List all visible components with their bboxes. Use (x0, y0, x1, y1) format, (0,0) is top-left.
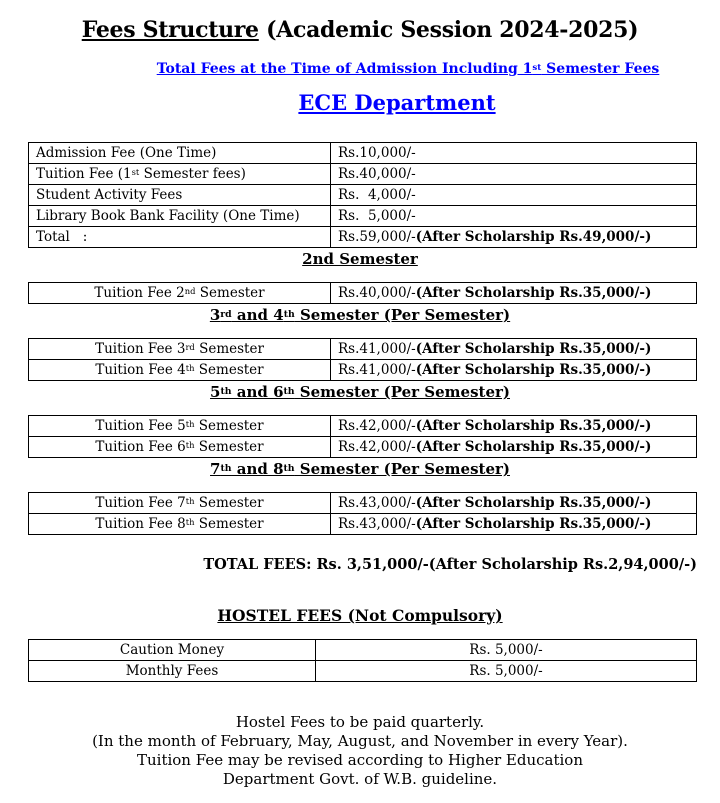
fee-value-text: Rs.42,000/- (338, 439, 416, 455)
heading-part: 7 (210, 460, 221, 478)
ordinal-superscript: th (185, 363, 195, 374)
table-row (29, 185, 697, 206)
section-heading-5th-6th-semester (0, 383, 720, 402)
table-row (29, 339, 697, 360)
fee-label-text: Tuition Fee 4 (95, 362, 186, 378)
fee-value-text: Rs. 5,000/- (338, 208, 416, 224)
fee-value-cell (331, 185, 697, 206)
table-row (29, 206, 697, 227)
fee-label-text-post: Semester (194, 418, 264, 434)
scholarship-note: (After Scholarship Rs.35,000/-) (415, 418, 652, 434)
footer-line: Department Govt. of W.B. guideline. (222, 770, 498, 788)
fee-value-cell (331, 164, 697, 185)
heading-part: Semester (Per Semester) (294, 306, 511, 324)
ordinal-superscript: th (220, 385, 232, 397)
fee-label-cell (29, 493, 331, 514)
fee-value-text: Rs.41,000/- (338, 362, 416, 378)
ordinal-superscript: rd (220, 308, 232, 320)
fee-label-cell (29, 360, 331, 381)
semester-7-8-fees-table (28, 492, 697, 535)
ordinal-superscript: rd (185, 342, 195, 353)
fee-label-text: Tuition Fee 8 (95, 516, 186, 532)
fee-label-text: Caution Money (119, 642, 225, 658)
ordinal-superscript: th (283, 308, 295, 320)
department-heading: ECE Department (298, 90, 496, 115)
fee-value-text: Rs.41,000/- (338, 341, 416, 357)
fee-label-cell (29, 283, 331, 304)
section-heading-text (210, 383, 510, 401)
fee-label-cell (29, 143, 331, 164)
subtitle-text: Total Fees at the Time of Admission Including 1 (156, 61, 533, 77)
fee-value-cell (331, 493, 697, 514)
table-row (29, 416, 697, 437)
section-heading-2nd-semester (0, 250, 720, 269)
fee-value-text: Rs.43,000/- (338, 495, 416, 511)
fee-label-cell (29, 640, 316, 661)
fee-label-text: Tuition Fee 2 (94, 285, 185, 301)
scholarship-note: (After Scholarship Rs.35,000/-) (415, 439, 652, 455)
ordinal-superscript: nd (184, 286, 196, 297)
heading-part: 2nd Semester (302, 250, 418, 268)
table-row (29, 283, 697, 304)
fee-label-cell (29, 164, 331, 185)
fee-label-cell (29, 339, 331, 360)
table-row (29, 493, 697, 514)
fee-value-cell (316, 661, 697, 682)
admission-fees-table (28, 142, 697, 248)
hostel-fees-heading (0, 606, 720, 625)
page-title-underlined: Fees Structure (81, 17, 259, 43)
fee-value-cell (331, 143, 697, 164)
fee-value-cell (331, 514, 697, 535)
total-fees-line: TOTAL FEES: Rs. 3,51,000/-(After Scholarship Rs.2,94,000/-) (203, 556, 697, 573)
fee-label-cell (29, 514, 331, 535)
fee-value-cell (331, 339, 697, 360)
table-row (29, 360, 697, 381)
semester-5-6-fees-table (28, 415, 697, 458)
page-title-rest: (Academic Session 2024-2025) (258, 17, 639, 43)
fee-label-text: Monthly Fees (125, 663, 219, 679)
subtitle-text-post: Semester Fees (541, 61, 660, 77)
ordinal-superscript: th (283, 462, 295, 474)
heading-part: and 8 (231, 460, 284, 478)
hostel-fees-heading-text: HOSTEL FEES (Not Compulsory) (217, 606, 503, 625)
ordinal-superscript: th (220, 462, 232, 474)
fee-value-cell (331, 227, 697, 248)
scholarship-note: (After Scholarship Rs.35,000/-) (415, 516, 652, 532)
table-row (29, 227, 697, 248)
fee-label-cell (29, 185, 331, 206)
fee-value-cell (331, 360, 697, 381)
fee-label-text-post: Semester (194, 341, 264, 357)
scholarship-note: (After Scholarship Rs.35,000/-) (415, 495, 652, 511)
fee-value-cell (331, 283, 697, 304)
fee-label-cell (29, 227, 331, 248)
fee-label-text-post: Semester fees) (139, 166, 246, 182)
scholarship-note: (After Scholarship Rs.49,000/-) (415, 229, 652, 245)
fee-label-text-post: Semester (195, 285, 265, 301)
ordinal-superscript: st (532, 62, 542, 73)
section-heading-text (302, 250, 418, 268)
fee-label-text-post: Semester (194, 495, 264, 511)
table-row (29, 514, 697, 535)
footer-note (0, 713, 720, 789)
fee-label-text-post: Semester (194, 439, 264, 455)
table-row (29, 437, 697, 458)
ordinal-superscript: th (185, 419, 195, 430)
scholarship-note: (After Scholarship Rs.35,000/-) (415, 341, 652, 357)
subtitle (0, 60, 720, 78)
section-heading-text (210, 306, 510, 324)
heading-part: Semester (Per Semester) (294, 460, 510, 478)
fee-label-cell (29, 206, 331, 227)
semester-2-fees-table (28, 282, 697, 304)
footer-line: Hostel Fees to be paid quarterly. (235, 713, 485, 731)
fee-value-text: Rs.59,000/- (338, 229, 416, 245)
fee-label-text: Admission Fee (One Time) (36, 145, 217, 161)
section-heading-7th-8th-semester (0, 460, 720, 479)
fee-value-text: Rs. 5,000/- (469, 663, 543, 679)
heading-part: 3 (209, 306, 221, 324)
fee-label-cell (29, 437, 331, 458)
fee-label-text: Tuition Fee 7 (95, 495, 186, 511)
fee-label-text: Total : (36, 229, 88, 245)
fee-label-text: Tuition Fee 5 (95, 418, 186, 434)
fee-value-text: Rs.40,000/- (338, 166, 416, 182)
ordinal-superscript: th (185, 517, 195, 528)
table-row (29, 661, 697, 682)
fee-label-text-post: Semester (194, 516, 264, 532)
fee-value-cell (331, 416, 697, 437)
fee-label-text-post: Semester (194, 362, 264, 378)
ordinal-superscript: th (283, 385, 295, 397)
fee-value-cell (316, 640, 697, 661)
fee-label-cell (29, 416, 331, 437)
table-row (29, 164, 697, 185)
footer-line: (In the month of February, May, August, and November in every Year). (92, 732, 628, 750)
footer-line: Tuition Fee may be revised according to Higher Education (136, 751, 583, 769)
ordinal-superscript: th (185, 496, 195, 507)
heading-part: and 4 (231, 306, 284, 324)
fee-label-text: Library Book Bank Facility (One Time) (36, 208, 300, 224)
fee-label-text: Student Activity Fees (36, 187, 183, 203)
fee-value-text: Rs.43,000/- (338, 516, 416, 532)
scholarship-note: (After Scholarship Rs.35,000/-) (415, 285, 652, 301)
fee-label-text: Tuition Fee 6 (95, 439, 186, 455)
fee-value-cell (331, 206, 697, 227)
heading-part: Semester (Per Semester) (294, 383, 510, 401)
hostel-fees-table (28, 639, 697, 682)
fee-value-text: Rs.40,000/- (338, 285, 416, 301)
semester-3-4-fees-table (28, 338, 697, 381)
table-row (29, 640, 697, 661)
scholarship-note: (After Scholarship Rs.35,000/-) (415, 362, 652, 378)
page-title (0, 15, 720, 45)
fee-label-cell (29, 661, 316, 682)
fee-value-cell (331, 437, 697, 458)
fee-value-text: Rs.42,000/- (338, 418, 416, 434)
section-heading-3rd-4th-semester (0, 306, 720, 325)
ordinal-superscript: st (131, 167, 140, 178)
ordinal-superscript: th (185, 440, 195, 451)
section-heading-text (210, 460, 510, 478)
fee-label-text: Tuition Fee (1 (36, 166, 132, 182)
heading-part: 5 (210, 383, 221, 401)
fee-value-text: Rs. 5,000/- (469, 642, 543, 658)
fee-label-text: Tuition Fee 3 (95, 341, 186, 357)
table-row (29, 143, 697, 164)
heading-part: and 6 (231, 383, 284, 401)
fee-value-text: Rs. 4,000/- (338, 187, 416, 203)
fee-value-text: Rs.10,000/- (338, 145, 416, 161)
